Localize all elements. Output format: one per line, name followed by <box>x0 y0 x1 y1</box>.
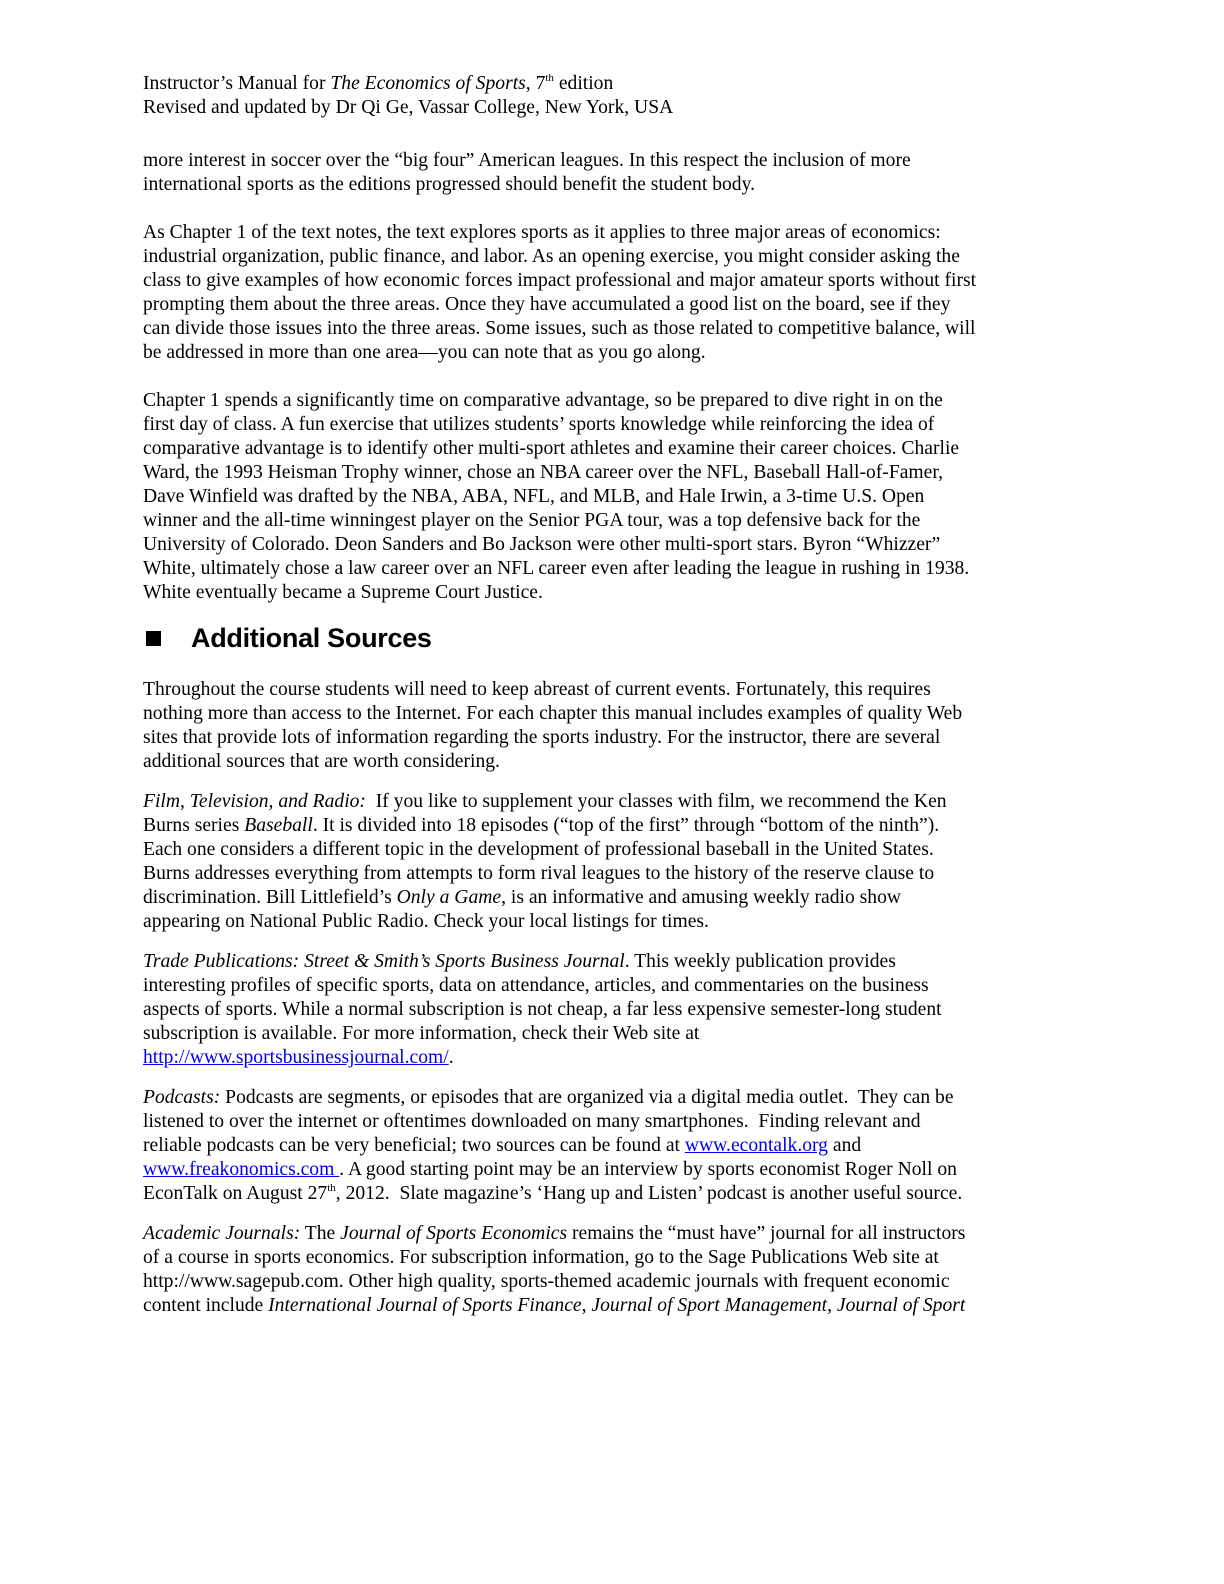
trade-label: Trade Publications: Street & Smith’s Sports Business Journal <box>143 951 625 972</box>
book-title: The Economics of Sports <box>330 73 526 94</box>
intro-paragraph: more interest in soccer over the “big four” American leagues. In this respect the inclusion of more international sports as the editions progressed should benefit the student body. <box>143 150 911 195</box>
journals-label: Academic Journals: <box>143 1223 301 1244</box>
podcasts-label: Podcasts: <box>143 1087 221 1108</box>
section-title: Additional Sources <box>191 623 432 653</box>
section-heading <box>143 618 1073 658</box>
running-header <box>143 72 1073 120</box>
comparative-advantage-paragraph: Chapter 1 spends a significantly time on comparative advantage, so be prepared to dive right in on the first day of class. A fun exercise that utilizes students’ sports knowledge while reinforcing the idea of comparative advantage is to identify other multi-sport athletes and examine their career choices. Charlie Ward, the 1993 Heisman Trophy winner, chose an NBA career over the NFL, Baseball Hall-of-Famer, Dave Winfield was drafted by the NBA, ABA, NFL, and MLB, and Hale Irwin, a 3-time U.S. Open winner and the all-time winningest player on the Senior PGA tour, was a top defensive back for the University of Colorado. Deon Sanders and Bo Jackson were other multi-sport stars. Byron “Whizzer” White, ultimately chose a law career over an NFL career even after leading the league in rushing in 1938. White eventually became a Supreme Court Justice. <box>143 390 970 603</box>
square-bullet-icon <box>146 631 161 646</box>
sources-intro-paragraph: Throughout the course students will need to keep abreast of current events. Fortunately, this requires nothing more than access to the Internet. For each chapter this manual includes examples of quality Web sites that provide lots of information regarding the sports industry. For the instructor, there are several additional sources that are worth considering. <box>143 679 963 772</box>
document-page <box>143 72 1073 1334</box>
podcasts-paragraph: Podcasts: Podcasts are segments, or episodes that are organized via a digital media outlet. They can be listened to over the internet or oftentimes downloaded on many smartphones. Finding relevant and reliable podcasts can be very beneficial; two sources can be found at www.econtalk.org and www.freakonomics.com . A good starting point may be an interview by sports economist Roger Noll on EconTalk on August 27th, 2012. Slate magazine’s ‘Hang up and Listen’ podcast is another useful source. <box>143 1087 963 1204</box>
trade-publications-paragraph: Trade Publications: Street & Smith’s Sports Business Journal. This weekly publication provides interesting profiles of specific sports, data on attendance, articles, and commentaries on the business aspects of sports. While a normal subscription is not cheap, a far less expensive semester-long student subscription is available. For more information, check their Web site at http://www.sportsbusinessjournal.com/. <box>143 951 942 1068</box>
econtalk-link[interactable]: www.econtalk.org <box>684 1135 828 1156</box>
sportsbusinessjournal-link[interactable]: http://www.sportsbusinessjournal.com/ <box>143 1047 449 1068</box>
header-line-2: Revised and updated by Dr Qi Ge, Vassar College, New York, USA <box>143 97 674 118</box>
header-line-1: Instructor’s Manual for The Economics of Sports, 7th edition <box>143 72 614 94</box>
film-tv-radio-paragraph: Film, Television, and Radio: If you like to supplement your classes with film, we recommend the Ken Burns series Baseball. It is divided into 18 episodes (“top of the first” through “bottom of the ninth”). Each one considers a different topic in the development of professional baseball in the United States. Burns addresses everything from attempts to form rival leagues to the history of the reserve clause to discrimination. Bill Littlefield’s Only a Game, is an informative and amusing weekly radio show appearing on National Public Radio. Check your local listings for times. <box>143 791 947 932</box>
academic-journals-paragraph: Academic Journals: The Journal of Sports Economics remains the “must have” journal for all instructors of a course in sports economics. For subscription information, go to the Sage Publications Web site at http://www.sagepub.com. Other high quality, sports-themed academic journals with frequent economic content include International Journal of Sports Finance, Journal of Sport Management, Journal of Sport <box>143 1223 966 1316</box>
film-label: Film, Television, and Radio: <box>143 791 366 812</box>
freakonomics-link[interactable]: www.freakonomics.com <box>143 1159 340 1180</box>
chapter1-paragraph: As Chapter 1 of the text notes, the text explores sports as it applies to three major areas of economics: industrial organization, public finance, and labor. As an opening exercise, you might consider asking the class to give examples of how economic forces impact professional and major amateur sports without first prompting them about the three areas. Once they have accumulated a good list on the board, see if they can divide those issues into the three areas. Some issues, such as those related to competitive balance, will be addressed in more than one area—you can note that as you go along. <box>143 222 977 363</box>
